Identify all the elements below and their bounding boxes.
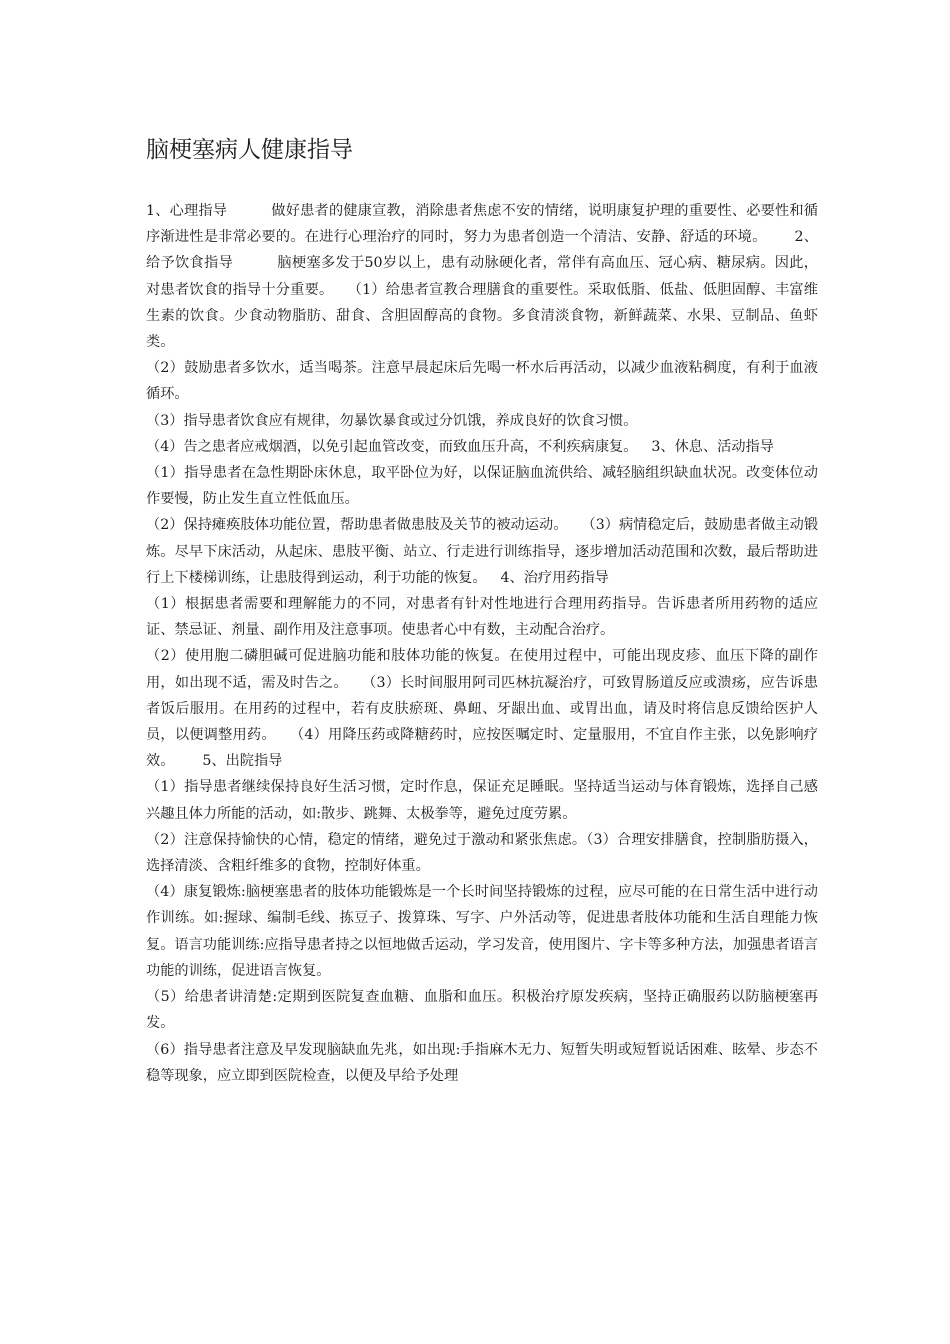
paragraph: [146, 591, 818, 643]
document-title: 脑梗塞病人健康指导: [146, 137, 353, 163]
text-segment: （2）注意保持愉快的心情，稳定的情绪，避免过于激动和紧张焦虑。: [146, 831, 587, 848]
paragraph: [146, 1037, 818, 1089]
text-segment: （1）指导患者继续保持良好生活习惯，定时作息，保证充足睡眠。坚持适当运动与体育锻炼，选择自己感兴趣且体力所能的活动，如:散步、跳舞、太极拳等，避免过度劳累。: [146, 779, 818, 822]
paragraph: [146, 460, 818, 512]
text-segment: （3）长时间服用阿司匹林抗凝治疗，可致胃肠道反应或溃疡，应告诉患者饭后服用。在用药的过程中，若有皮肤瘀斑、鼻衄、牙龈出血、或胃出血，请及时将信息反馈给医护人员，以便调整用药。: [146, 674, 818, 744]
section-heading: 5、出院指导: [202, 753, 283, 770]
paragraph: [146, 827, 818, 879]
text-segment: （3）病情稳定后，鼓励患者做主动锻炼。尽早下床活动，从起床、患肢平衡、站立、行走进行训练指导，逐步增加活动范围和次数，最后帮助进行上下楼梯训练，让患肢得到运动，利于功能的恢复。: [146, 517, 819, 586]
paragraph: [146, 643, 818, 774]
paragraph: [146, 198, 818, 355]
text-segment: （1）给患者宣教合理膳食的重要性。采取低脂、低盐、低胆固醇、丰富维生素的饮食。少食动物脂肪、甜食、含胆固醇高的食物。多食清淡食物，新鲜蔬菜、水果、豆制品、鱼虾类。: [146, 281, 818, 351]
text-segment: （2）使用胞二磷胆碱可促进脑功能和肢体功能的恢复。在使用过程中，可能出现皮疹、血压下降的副作用，如出现不适，需及时告之。: [146, 648, 818, 691]
paragraph: [146, 984, 818, 1036]
text-segment: （6）指导患者注意及早发现脑缺血先兆，如出现:手指麻木无力、短暂失明或短暂说话困难、眩晕、步态不稳等现象，应立即到医院检查，以便及早给予处理: [146, 1041, 818, 1084]
document-body: [146, 198, 818, 1089]
text-segment: （3）合理安排膳食，控制脂肪摄入，选择清淡、含粗纤维多的食物，控制好体重。: [146, 831, 818, 875]
text-segment: 脑梗塞多发于50岁以上，患有动脉硬化者，常伴有高血压、冠心病、糖尿病。因此，对患者饮食的指导十分重要。: [146, 255, 818, 298]
text-segment: （4）告之患者应戒烟酒，以免引起血管改变，而致血压升高，不利疾病康复。: [146, 438, 638, 455]
paragraph: [146, 774, 818, 826]
section-heading: 4、治疗用药指导: [500, 569, 609, 586]
text-segment: （4）用降压药或降糖药时，应按医嘱定时、定量服用，不宜自作主张，以免影响疗效。: [146, 727, 818, 770]
paragraph: [146, 512, 818, 591]
text-segment: （1）指导患者在急性期卧床休息，取平卧位为好，以保证脑血流供给、减轻脑组织缺血状况。改变体位动作要慢，防止发生直立性低血压。: [146, 465, 818, 508]
section-heading: 3、休息、活动指导: [651, 438, 774, 455]
text-segment: （5）给患者讲清楚:定期到医院复查血糖、血脂和血压。积极治疗原发疾病，坚持正确服药以防脑梗塞再发。: [146, 989, 818, 1032]
text-segment: （1）根据患者需要和理解能力的不同，对患者有针对性地进行合理用药指导。告诉患者所用药物的适应证、禁忌证、剂量、副作用及注意事项。使患者心中有数，主动配合治疗。: [146, 596, 818, 639]
text-segment: （4）康复锻炼:脑梗塞患者的肢体功能锻炼是一个长时间坚持锻炼的过程，应尽可能的在日常生活中进行动作训练。如:握球、编制毛线、拣豆子、拨算珠、写字、户外活动等，促进患者肢体功能和生活自理能力恢复。语言功能训练:应指导患者持之以恒地做舌运动，学习发音，使用图片、字卡等多种方法，加强患者语言功能的训练，促进语言恢复。: [146, 884, 818, 979]
text-segment: （3）指导患者饮食应有规律，勿暴饮暴食或过分饥饿，养成良好的饮食习惯。: [146, 412, 638, 429]
text-segment: 做好患者的健康宣教，消除患者焦虑不安的情绪，说明康复护理的重要性、必要性和循序渐进性是非常必要的。在进行心理治疗的同时，努力为患者创造一个清洁、安静、舒适的环境。: [146, 203, 818, 246]
section-heading: 1、心理指导: [146, 203, 228, 219]
paragraph: [146, 408, 818, 434]
text-segment: （2）鼓励患者多饮水，适当喝茶。注意早晨起床后先喝一杯水后再活动，以减少血液粘稠度，有利于血液循环。: [146, 360, 818, 403]
paragraph: [146, 879, 818, 984]
paragraph: [146, 434, 818, 460]
section-heading: 2、给予饮食指导: [146, 229, 818, 272]
text-segment: （2）保持瘫痪肢体功能位置，帮助患者做患肢及关节的被动运动。: [146, 517, 568, 534]
paragraph: [146, 355, 818, 407]
